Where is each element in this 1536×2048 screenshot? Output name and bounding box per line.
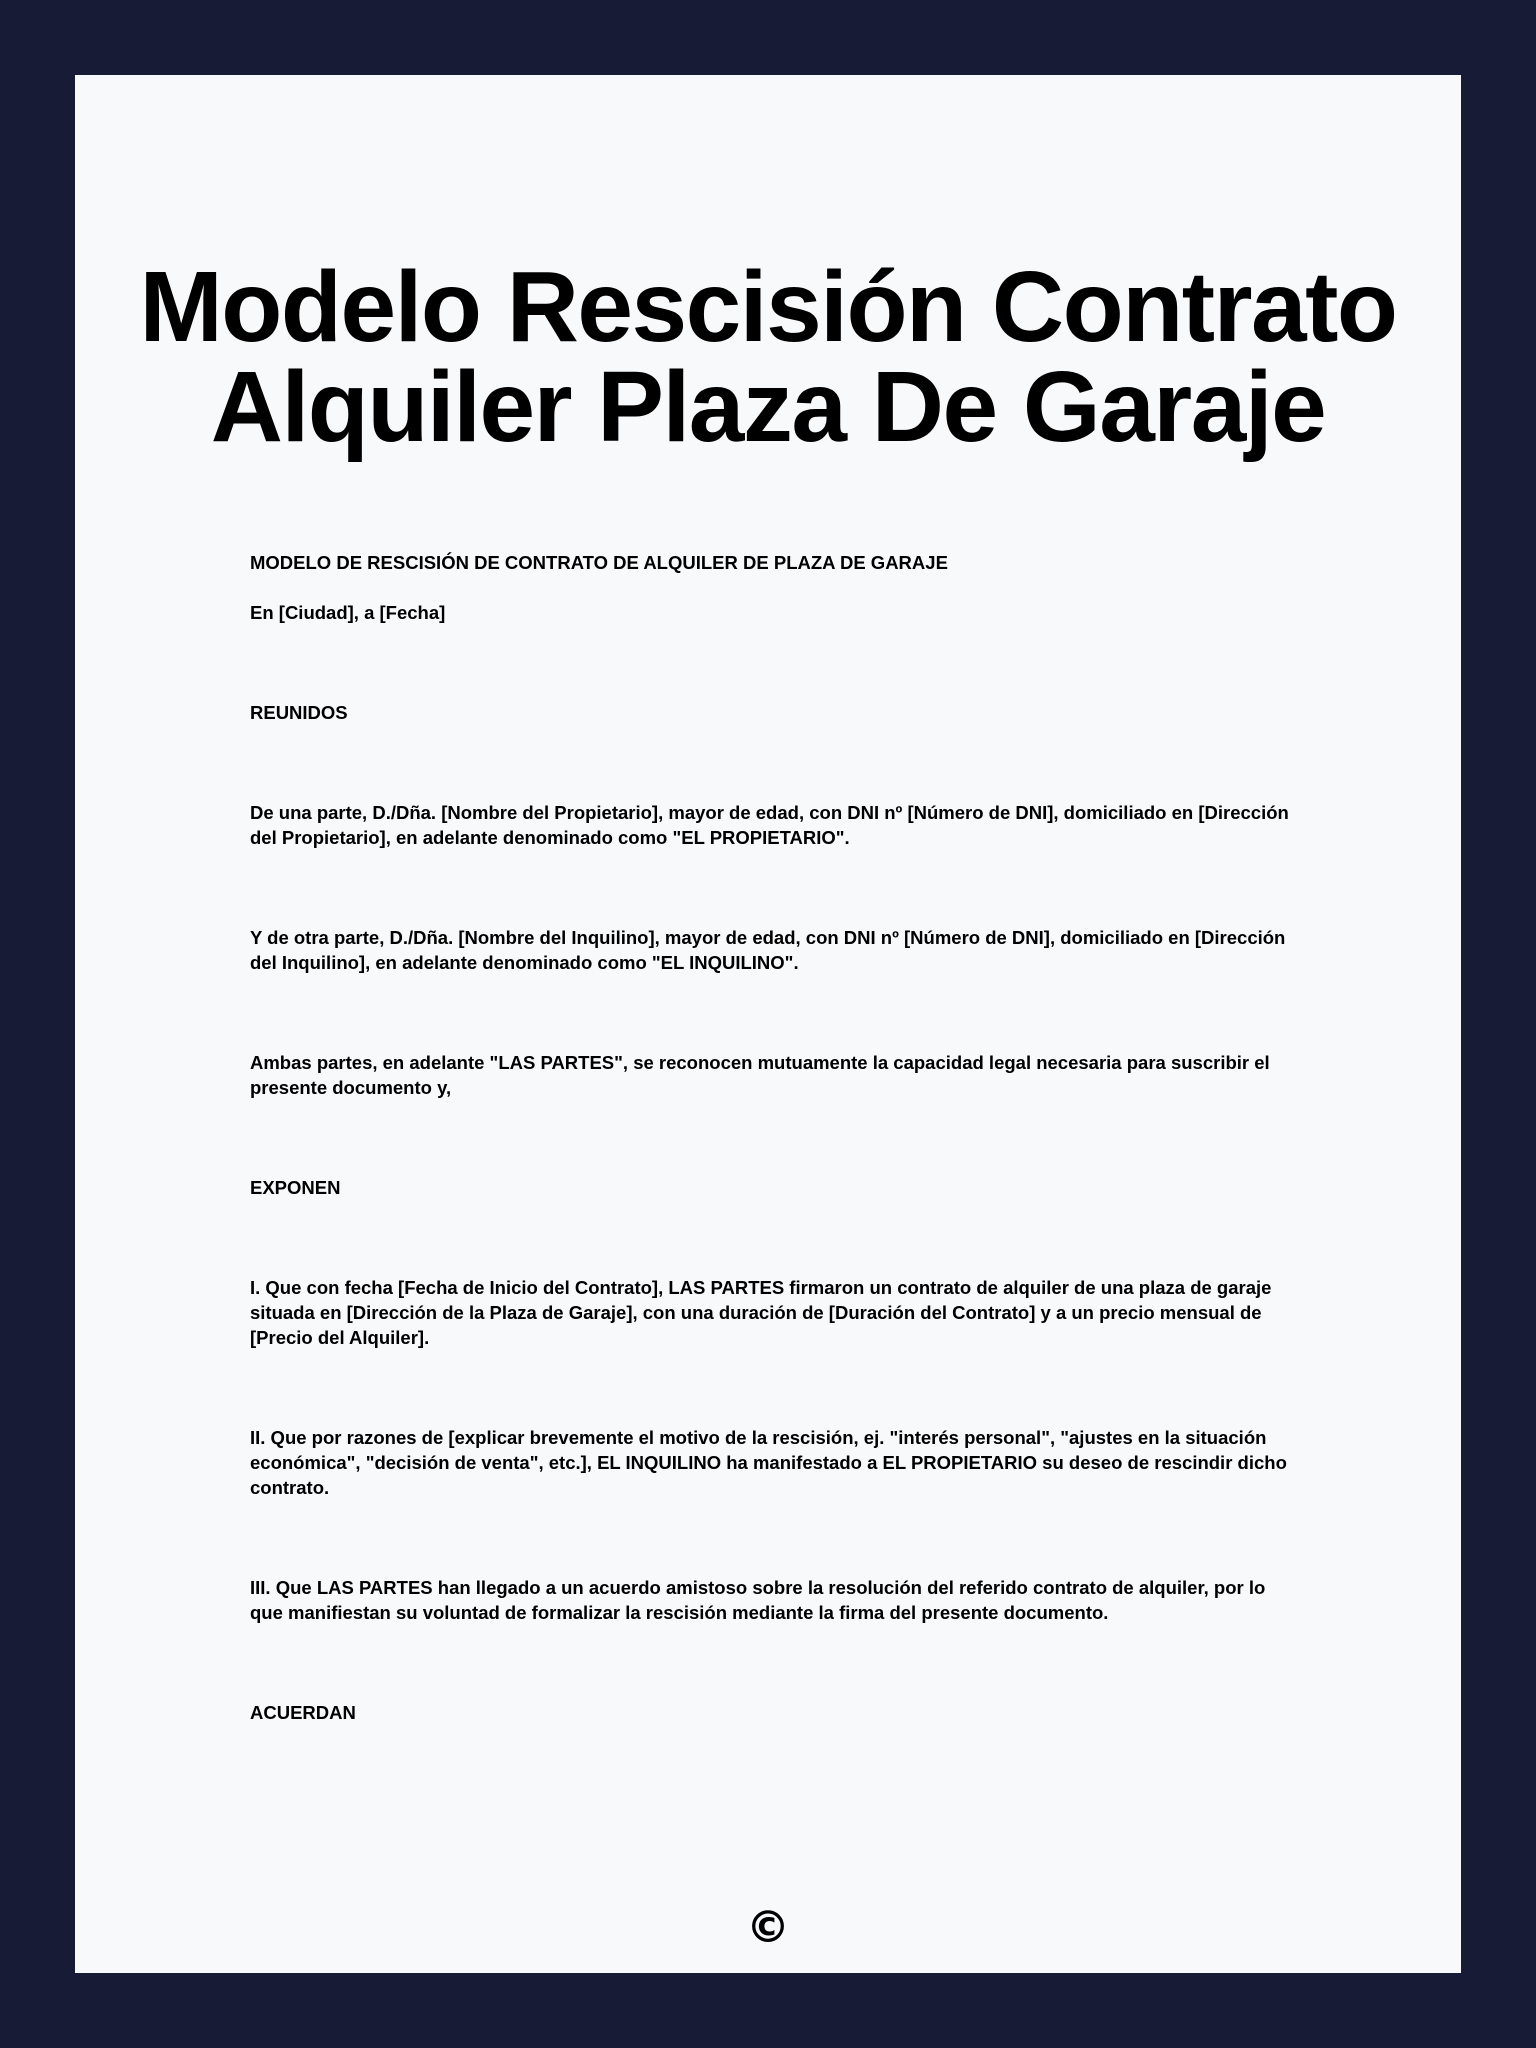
- section-heading-acuerdan: ACUERDAN: [250, 1702, 356, 1723]
- exponen-item-1: I. Que con fecha [Fecha de Inicio del Contrato], LAS PARTES firmaron un contrato de alquiler de una plaza de garaje situada en [Dirección de la Plaza de Garaje], con una duración de [Duración del Contrato] y a un precio mensual de [Precio del Alquiler].: [250, 1277, 1272, 1348]
- section-heading-exponen: EXPONEN: [250, 1177, 341, 1198]
- exponen-item-2: II. Que por razones de [explicar brevemente el motivo de la rescisión, ej. "interés personal", "ajustes en la situación económica", "decisión de venta", etc.], EL INQUILINO ha manifestado a EL PROPIETARIO su deseo de rescindir dicho contrato.: [250, 1427, 1287, 1498]
- section-heading-reunidos: REUNIDOS: [250, 702, 348, 723]
- document-title: [75, 251, 1461, 463]
- document-body: [250, 550, 1290, 1725]
- document-page: [75, 75, 1461, 1973]
- paragraph-owner: De una parte, D./Dña. [Nombre del Propietario], mayor de edad, con DNI nº [Número de DNI], domiciliado en [Dirección del Propietario], en adelante denominado como "EL PROPIETARIO".: [250, 802, 1289, 848]
- copyright-icon: ©: [746, 1902, 790, 1953]
- title-line-1: Modelo Rescisión Contrato: [139, 251, 1397, 363]
- title-line-2: Alquiler Plaza De Garaje: [210, 351, 1326, 463]
- paragraph-capacity: Ambas partes, en adelante "LAS PARTES", se reconocen mutuamente la capacidad legal necesaria para suscribir el presente documento y,: [250, 1052, 1270, 1098]
- place-date: En [Ciudad], a [Fecha]: [250, 602, 446, 623]
- document-heading: MODELO DE RESCISIÓN DE CONTRATO DE ALQUILER DE PLAZA DE GARAJE: [250, 552, 948, 573]
- exponen-item-3: III. Que LAS PARTES han llegado a un acuerdo amistoso sobre la resolución del referido contrato de alquiler, por lo que manifiestan su voluntad de formalizar la rescisión mediante la firma del presente documento.: [250, 1577, 1266, 1623]
- paragraph-tenant: Y de otra parte, D./Dña. [Nombre del Inquilino], mayor de edad, con DNI nº [Número de DNI], domiciliado en [Dirección del Inquilino], en adelante denominado como "EL INQUILINO".: [250, 927, 1286, 973]
